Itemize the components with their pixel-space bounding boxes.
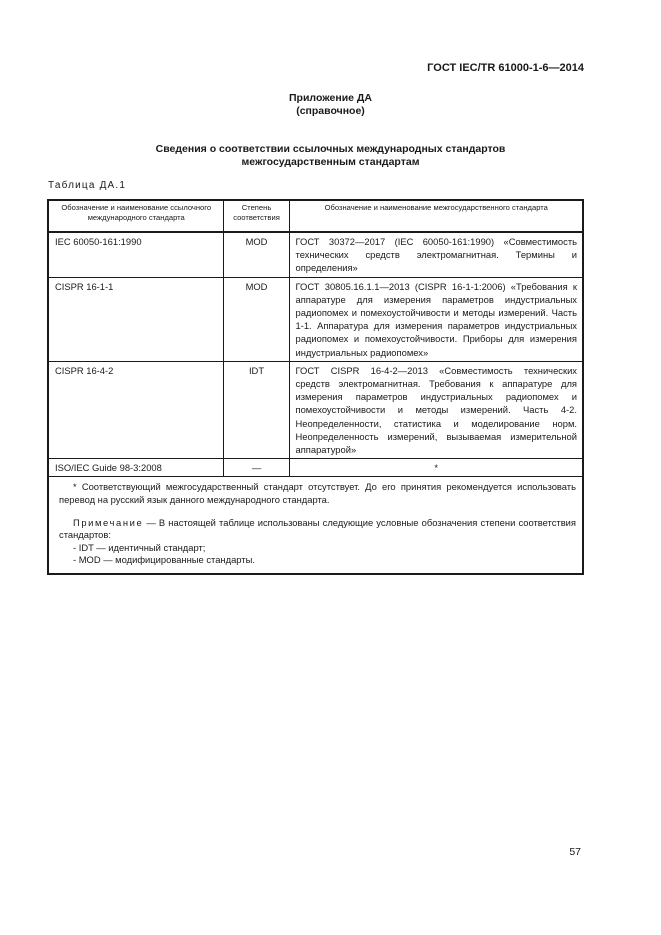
section-title-line-1: Сведения о соответствии ссылочных международных стандартов bbox=[155, 143, 506, 155]
table-header-row bbox=[48, 200, 583, 232]
table-row bbox=[48, 459, 583, 477]
annex-title: Приложение ДА bbox=[289, 92, 372, 104]
intl-standard-cell: CISPR 16-1-1 bbox=[48, 277, 223, 361]
annex-heading bbox=[0, 92, 661, 118]
gost-cell: * bbox=[289, 459, 583, 477]
table-row bbox=[48, 277, 583, 361]
degree-cell: — bbox=[223, 459, 289, 477]
note-label: Примечание bbox=[73, 516, 144, 528]
footnote: * Соответствующий межгосударственный стандарт отсутствует. До его принятия рекомендуется использовать перевод на русский язык данного международного стандарта. bbox=[59, 481, 576, 506]
note-item-idt: - IDT — идентичный стандарт; bbox=[73, 541, 206, 553]
annex-subtitle: (справочное) bbox=[296, 105, 365, 117]
intl-standard-cell: IEC 60050-161:1990 bbox=[48, 232, 223, 277]
header-degree: Степень соответствия bbox=[223, 200, 289, 232]
table-footer-row bbox=[48, 477, 583, 574]
note-item-mod: - MOD — модифицированные стандарты. bbox=[73, 554, 255, 566]
degree-cell: MOD bbox=[223, 277, 289, 361]
note-text: — В настоящей таблице использованы следующие условные обозначения степени соответствия стандартов: bbox=[59, 516, 576, 541]
standards-table bbox=[47, 199, 584, 575]
note bbox=[59, 517, 576, 542]
gost-cell: ГОСТ 30805.16.1.1—2013 (CISPR 16-1-1:2006) «Требования к аппаратуре для измерения параметров индустриальных радиопомех и помехоустойчивости и методы измерений. Часть 1-1. Аппаратура для измерения параметров индустриальных радиопомех и помехоустойчивости. Приборы для измерения индустриальных радиопомех» bbox=[289, 277, 583, 361]
table-row bbox=[48, 232, 583, 277]
document-code: ГОСТ IEC/TR 61000-1-6—2014 bbox=[427, 62, 584, 74]
section-title bbox=[0, 143, 661, 169]
header-international-standard: Обозначение и наименование ссылочного международного стандарта bbox=[48, 200, 223, 232]
page-number: 57 bbox=[569, 846, 581, 858]
header-interstate-standard: Обозначение и наименование межгосударственного стандарта bbox=[289, 200, 583, 232]
gost-cell: ГОСТ 30372—2017 (IEC 60050-161:1990) «Совместимость технических средств электромагнитная. Термины и определения» bbox=[289, 232, 583, 277]
section-title-line-2: межгосударственным стандартам bbox=[241, 156, 420, 168]
degree-cell: MOD bbox=[223, 232, 289, 277]
gost-cell: ГОСТ CISPR 16-4-2—2013 «Совместимость технических средств электромагнитная. Требования к аппаратуре для измерения параметров индустриальных радиопомех и помехоустойчивости и методы измерений. Часть 4-2. Неопределенности, статистика и моделирование норм. Неопределенность измерений, вызываемая измерительной аппаратурой» bbox=[289, 361, 583, 458]
table-label: Таблица ДА.1 bbox=[48, 180, 127, 191]
degree-cell: IDT bbox=[223, 361, 289, 458]
intl-standard-cell: CISPR 16-4-2 bbox=[48, 361, 223, 458]
table-footer bbox=[48, 477, 583, 574]
table-row bbox=[48, 361, 583, 458]
intl-standard-cell: ISO/IEC Guide 98-3:2008 bbox=[48, 459, 223, 477]
